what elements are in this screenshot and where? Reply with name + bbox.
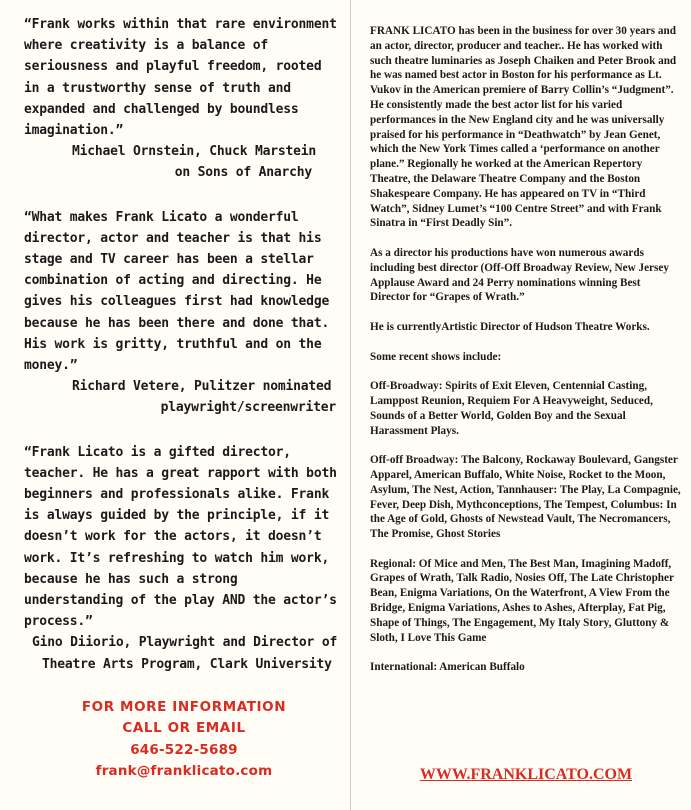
contact-phone[interactable]: 646-522-5689	[130, 741, 238, 758]
bio-paragraph-director: As a director his productions have won numerous awards including best director (Off-Off Broadway Review, New Jersey Applause Award and 24 Perry nominations winning Best Director for “Grapes of Wrath.”	[370, 246, 669, 304]
contact-heading: FOR MORE INFORMATION	[81, 698, 287, 715]
bio-column	[370, 24, 682, 690]
testimonial-attribution-2	[24, 376, 344, 418]
website-link[interactable]: WWW.FRANKLICATO.COM	[419, 766, 633, 783]
bio-paragraph-shows-heading: Some recent shows include:	[370, 350, 502, 363]
column-divider	[350, 0, 351, 810]
contact-subheading: CALL OR EMAIL	[122, 720, 246, 737]
testimonial-attribution-1	[24, 141, 344, 183]
attribution-detail: Theatre Arts Program, Clark University	[42, 656, 332, 672]
bio-paragraph-off-off-broadway: Off-off Broadway: The Balcony, Rockaway Boulevard, Gangster Apparel, American Buffalo, White Noise, Rocket to the Moon, Asylum, The Nest, Action, Tannhauser: The Play, La Compagnie, Fever, Deep Dish, Mythconceptions, The Tempest, Columbus: In the Age of Gold, Ghosts of Newstead Vault, The Necromancers, The Promise, Ghost Stories	[370, 454, 681, 541]
bio-paragraph-intro: FRANK LICATO has been in the business for over 30 years and an actor, director, producer and teacher.. He has worked with such theatre luminaries as Joseph Chaiken and Peter Brook and he was named best actor in Boston for his performance as Lt. Vukov in the American premiere of Barry Collin’s “Judgment”. He consistently made the best actor list for his varied performances in the New England city and he was universally praised for his performance in “Deathwatch” by Jean Genet, which the New York Times called a ‘performance on another plane.” Regionally he worked at the American Repertory Theatre, the Delaware Theatre Company and the Boston Shakespeare Company. He has appeared on TV in “Third Watch”, Sidney Lumet’s “100 Centre Street” and with Frank Sinatra in “First Deadly Sin”.	[370, 25, 677, 230]
bio-paragraph-off-broadway: Off-Broadway: Spirits of Exit Eleven, Centennial Casting, Lamppost Reunion, Requiem For A Heavyweight, Seduced, Sounds of a Better World, Golden Boy and the Sexual Harassment Plays.	[370, 380, 653, 437]
testimonial-quote-2: “What makes Frank Licato a wonderful director, actor and teacher is that his stage and TV career has been a stellar combination of acting and directing. He gives his colleagues first had knowledge because he has been there and done that. His work is gritty, truthful and on the money.”	[24, 209, 330, 374]
attribution-name: Gino Diiorio, Playwright and Director of	[32, 635, 338, 651]
bio-paragraph-regional: Regional: Of Mice and Men, The Best Man, Imagining Madoff, Grapes of Wrath, Talk Radio, Nosies Off, The Late Christopher Bean, Enigma Variations, On the Waterfront, A View From the Bridge, Enigma Variations, Ashes to Ashes, Afterplay, Fat Pig, Shape of Things, The Engagement, My Italy Story, Gluttony & Sloth, I Love This Game	[370, 557, 674, 644]
attribution-detail: playwright/screenwriter	[160, 400, 336, 416]
testimonials-column	[24, 14, 344, 783]
attribution-name: Richard Vetere, Pulitzer nominated	[72, 379, 332, 395]
contact-info	[24, 697, 344, 783]
attribution-name: Michael Ornstein, Chuck Marstein	[72, 144, 317, 160]
contact-email[interactable]: frank@franklicato.com	[95, 763, 273, 780]
bio-paragraph-international: International: American Buffalo	[370, 661, 525, 674]
attribution-detail: on Sons of Anarchy	[174, 165, 312, 181]
testimonial-attribution-3	[24, 632, 344, 674]
bio-paragraph-current: He is currentlyArtistic Director of Hudson Theatre Works.	[370, 320, 650, 333]
testimonial-quote-3: “Frank Licato is a gifted director, teacher. He has a great rapport with both beginners and professionals alike. Frank is always guided by the principle, if it doesn’t work for the actors, it doesn’t work. It’s refreshing to watch him work, because he has such a strong understanding of the play AND the actor’s process.”	[24, 444, 337, 630]
testimonial-quote-1: “Frank works within that rare environment where creativity is a balance of seriousness and playful freedom, rooted in a trustworthy sense of truth and expanded and challenged by boundless imagination.”	[24, 17, 337, 139]
